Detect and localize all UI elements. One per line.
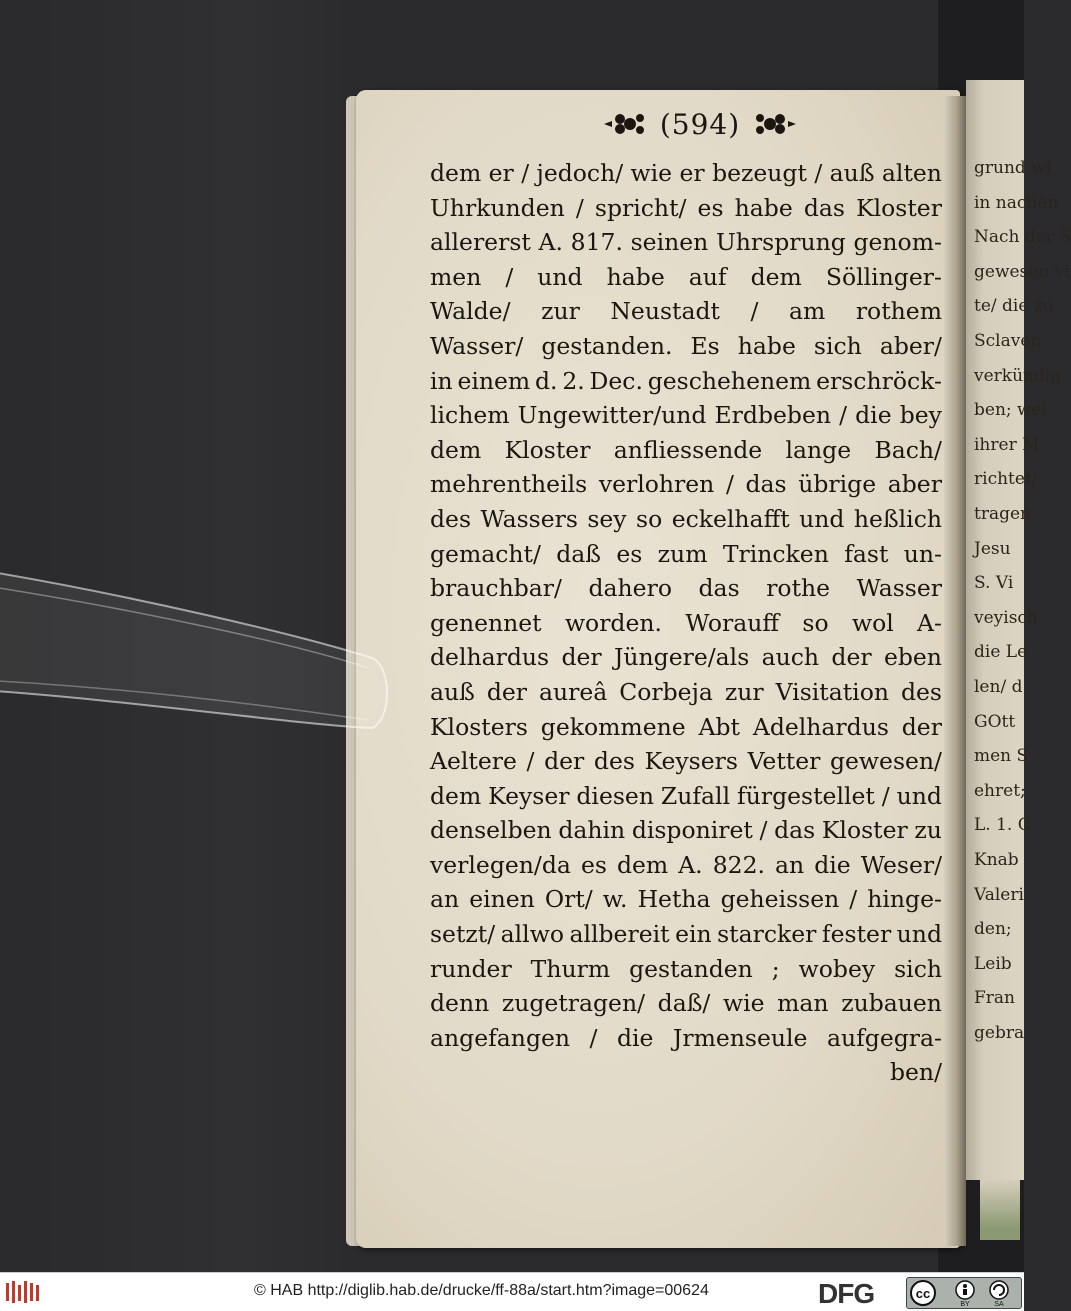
word: rothem <box>855 297 942 326</box>
word: gemacht/ <box>430 539 541 568</box>
word: / <box>750 297 759 326</box>
word: heßlich <box>853 504 942 533</box>
word: / <box>521 159 530 187</box>
word: jedoch/ <box>536 159 624 187</box>
word: der <box>831 643 872 672</box>
word: daß/ <box>657 989 711 1018</box>
word: Erdbeben <box>714 401 831 430</box>
word: die <box>855 401 892 430</box>
word: sey <box>587 504 627 533</box>
word: allbereit <box>569 920 670 949</box>
word: Walde/ <box>430 297 511 326</box>
word: an <box>430 885 460 914</box>
facing-page-line: GOtt <box>974 711 1016 732</box>
word: Thurm <box>530 954 611 983</box>
word: Uhrsprung <box>715 228 846 257</box>
word: Kloster <box>821 816 908 845</box>
word: Wassers <box>480 504 578 533</box>
word: wol <box>851 608 894 637</box>
word: bey <box>899 401 942 430</box>
word: Wasser/ <box>430 331 524 360</box>
word: daß <box>556 539 602 568</box>
facing-page-line: Leib <box>974 953 1012 974</box>
word: auch <box>761 643 820 672</box>
word: ein <box>675 920 712 949</box>
word: alten <box>881 159 942 187</box>
word: 2. <box>562 366 585 395</box>
word: das <box>803 193 845 222</box>
text-line <box>430 952 942 987</box>
word: auß <box>829 159 875 187</box>
text-line <box>430 156 942 191</box>
word: das <box>745 470 787 499</box>
word: men <box>430 262 482 291</box>
facing-page-line: men S <box>974 746 1029 767</box>
word: dem <box>430 781 482 810</box>
word: / <box>589 1023 598 1052</box>
word: / <box>526 747 535 776</box>
word: auß <box>430 677 475 706</box>
word: erschröck- <box>816 366 942 395</box>
word: Abt <box>698 712 740 741</box>
text-line <box>430 1021 942 1056</box>
facing-page-line: ben; wel <box>974 400 1048 421</box>
word: habe <box>737 331 796 360</box>
word: anfliessende <box>613 435 763 464</box>
word: so <box>802 608 829 637</box>
word: / <box>575 193 584 222</box>
word: denn <box>430 989 490 1018</box>
word: es <box>580 850 607 879</box>
word: diesen <box>576 781 654 810</box>
text-line <box>430 710 942 745</box>
word: denselben <box>430 816 552 845</box>
word: Wasser <box>856 574 942 603</box>
word: Jrmenseule <box>672 1023 808 1052</box>
text-line <box>430 1055 942 1090</box>
word: spricht/ <box>594 193 687 222</box>
word: wobey <box>798 954 876 983</box>
facing-page-line: Sclaven <box>974 331 1042 351</box>
word: Es <box>690 331 720 360</box>
word: worden. <box>564 608 662 637</box>
book-cover-edge <box>980 1180 1020 1240</box>
sa-mark: SA <box>994 1301 1004 1308</box>
facing-page-line: richtet/ <box>974 469 1038 490</box>
word: die <box>814 850 851 879</box>
word: Ungewitter/und <box>517 401 707 430</box>
word: Bach/ <box>874 435 942 464</box>
word: / <box>814 159 823 187</box>
text-line <box>430 502 942 537</box>
word: starcker <box>717 920 817 949</box>
word: man <box>777 989 829 1018</box>
word: verlegen/da <box>430 850 571 879</box>
word: rothe <box>766 574 831 603</box>
word: zum <box>657 539 708 568</box>
text-line <box>430 882 942 917</box>
word: genom- <box>853 228 942 257</box>
word: Klosters <box>430 712 528 741</box>
word: des <box>900 677 942 706</box>
word: un- <box>903 539 942 568</box>
facing-page-line: Knab <box>974 850 1019 870</box>
page-body-text <box>430 156 942 1090</box>
word: lange <box>785 435 852 464</box>
word: gekommene <box>540 712 686 741</box>
text-line <box>430 294 942 329</box>
word: A- <box>917 608 942 637</box>
word: runder <box>430 954 512 983</box>
word: der <box>486 677 528 706</box>
word: geheissen <box>720 885 840 914</box>
facing-page-line: Jesu <box>974 538 1011 559</box>
text-line <box>430 779 942 814</box>
word: Aeltere <box>430 747 517 776</box>
word: fast <box>844 539 889 568</box>
word: und <box>896 920 942 949</box>
footer-bar <box>0 1272 1024 1311</box>
dfg-logo: DFG <box>818 1278 875 1309</box>
facing-page-line: Fran <box>974 988 1016 1009</box>
text-line <box>430 606 942 641</box>
text-line <box>430 571 942 606</box>
text-line <box>430 225 942 260</box>
word: / <box>505 262 514 291</box>
word: Zufall <box>660 781 731 810</box>
word: in <box>430 366 453 395</box>
word: / <box>849 885 858 914</box>
word: allererst <box>430 228 531 257</box>
word: dem <box>430 435 482 464</box>
facing-page-line: ihrer M <box>974 434 1040 455</box>
word: Corbeja <box>619 677 713 706</box>
facing-page-line: gebra <box>974 1023 1025 1043</box>
word: Jüngere/als <box>613 643 750 672</box>
word: dahero <box>588 574 672 603</box>
word: einen <box>469 885 535 914</box>
text-line <box>430 640 942 675</box>
attribution-text: © HAB http://diglib.hab.de/drucke/ff-88a/start.htm?image=00624 <box>254 1282 709 1299</box>
word: / <box>839 401 848 430</box>
word: der <box>561 643 602 672</box>
word: disponiret <box>631 816 753 845</box>
word: dahin <box>558 816 626 845</box>
word: fürgestellet <box>737 781 875 810</box>
word: gewesen/ <box>829 747 942 776</box>
word: übrige <box>798 470 877 499</box>
word: der <box>544 747 585 776</box>
facing-page-line: te/ die zu <box>974 296 1054 317</box>
word: Dec. <box>589 366 643 395</box>
word: Keysers <box>644 747 738 776</box>
facing-page-line: ehret; <box>974 780 1026 801</box>
book-gutter <box>944 96 966 1246</box>
word: er <box>679 159 705 187</box>
word: zugetragen/ <box>501 989 646 1018</box>
facing-page-line: L. 1. C <box>974 815 1031 836</box>
text-line <box>430 675 942 710</box>
word: 822. <box>712 850 766 879</box>
word: sich <box>813 331 862 360</box>
word: die <box>616 1023 654 1052</box>
word: einem <box>457 366 531 395</box>
text-line <box>430 848 942 883</box>
word: zubauen <box>841 989 942 1018</box>
word: dem <box>430 159 482 187</box>
word: eben <box>883 643 942 672</box>
word: A. <box>538 228 563 257</box>
word: Weser/ <box>860 850 942 879</box>
word: das <box>774 816 816 845</box>
word: es <box>697 193 724 222</box>
word: Hetha <box>637 885 711 914</box>
right-ornament-icon <box>752 109 798 139</box>
text-line <box>430 813 942 848</box>
word: Kloster <box>856 193 942 222</box>
word: zur <box>541 297 580 326</box>
word: sich <box>894 954 942 983</box>
word: so <box>636 504 663 533</box>
word: genennet <box>430 608 542 637</box>
facing-page-line: len/ d <box>974 677 1023 697</box>
word: angefangen <box>430 1023 571 1052</box>
word: hinge- <box>867 885 942 914</box>
word: gestanden. <box>541 331 673 360</box>
word: setzt/ <box>430 920 496 949</box>
hab-logo-icon <box>4 1279 44 1305</box>
word: es <box>616 539 643 568</box>
word: das <box>698 574 740 603</box>
left-ornament-icon <box>602 109 648 139</box>
facing-page-line: grund wi <box>974 158 1052 178</box>
word: Ort/ <box>544 885 593 914</box>
facing-page-line: die Le <box>974 642 1028 663</box>
text-line <box>430 467 942 502</box>
word: A. <box>678 850 703 879</box>
text-line <box>430 433 942 468</box>
word: habe <box>734 193 793 222</box>
word: und <box>799 504 845 533</box>
facing-page-line: den; <box>974 919 1012 940</box>
word: / <box>725 470 734 499</box>
word: mehrentheils <box>430 470 588 499</box>
word: brauchbar/ <box>430 574 562 603</box>
word: gestanden <box>629 954 753 983</box>
facing-page-line: Nach der S <box>974 227 1071 248</box>
word: Söllinger- <box>825 262 942 291</box>
glass-page-weight <box>0 540 420 760</box>
word: auf <box>688 262 727 291</box>
word: verlohren <box>598 470 715 499</box>
word: wie <box>630 159 673 187</box>
word: dem <box>616 850 669 879</box>
word: zu <box>914 816 942 845</box>
cc-mark: cc <box>915 1286 931 1301</box>
facing-page-line: verkündig <box>974 365 1062 386</box>
word: Worauff <box>685 608 780 637</box>
text-line <box>430 260 942 295</box>
word: Trincken <box>722 539 829 568</box>
facing-page-fragment <box>966 80 1071 1180</box>
word: Adelhardus <box>752 712 889 741</box>
text-line <box>430 986 942 1021</box>
word: 817. <box>570 228 623 257</box>
word: aber/ <box>879 331 942 360</box>
word: des <box>430 504 472 533</box>
word: aber <box>887 470 942 499</box>
word: Vetter <box>747 747 821 776</box>
text-line <box>430 364 942 399</box>
word: Kloster <box>504 435 591 464</box>
word: an <box>775 850 805 879</box>
word: geschehenem <box>647 366 812 395</box>
word: / <box>759 816 768 845</box>
word: seinen <box>630 228 709 257</box>
facing-page-line: tragen <box>974 504 1031 524</box>
page-number: (594) <box>659 107 741 141</box>
word: er <box>488 159 514 187</box>
cc-by-sa-license-icon <box>906 1277 1022 1309</box>
page-header <box>580 104 820 144</box>
word: Keyser <box>488 781 570 810</box>
word: aufgegra- <box>826 1023 942 1052</box>
facing-page-line: Valeri <box>974 884 1024 905</box>
word: zur <box>724 677 764 706</box>
word: / <box>881 781 890 810</box>
word: wie <box>722 989 765 1018</box>
word: ; <box>771 954 780 983</box>
word: ben/ <box>889 1058 942 1087</box>
text-line <box>430 329 942 364</box>
word: w. <box>602 885 628 914</box>
word: d. <box>535 366 558 395</box>
word: am <box>788 297 826 326</box>
word: eckelhafft <box>671 504 790 533</box>
text-line <box>430 917 942 952</box>
text-line <box>430 537 942 572</box>
facing-page-line: gewesen vi <box>974 261 1070 282</box>
word: habe <box>606 262 665 291</box>
word: fester <box>821 920 892 949</box>
facing-page-line: S. Vi <box>974 573 1014 594</box>
word: lichem <box>430 401 510 430</box>
word: allwo <box>500 920 564 949</box>
text-line <box>430 191 942 226</box>
word: bezeugt <box>712 159 807 187</box>
word: der <box>901 712 942 741</box>
word: Visitation <box>775 677 889 706</box>
facing-page-line: veyisch <box>974 607 1038 628</box>
word: des <box>593 747 635 776</box>
by-mark: BY <box>960 1301 970 1308</box>
text-line <box>430 398 942 433</box>
word: dem <box>750 262 802 291</box>
word: Uhrkunden <box>430 193 565 222</box>
text-line <box>430 744 942 779</box>
facing-page-line: in nachen <box>974 192 1059 213</box>
word: und <box>537 262 583 291</box>
word: delhardus <box>430 643 550 672</box>
word: und <box>896 781 942 810</box>
word: aureâ <box>539 677 608 706</box>
word: Neustadt <box>610 297 720 326</box>
